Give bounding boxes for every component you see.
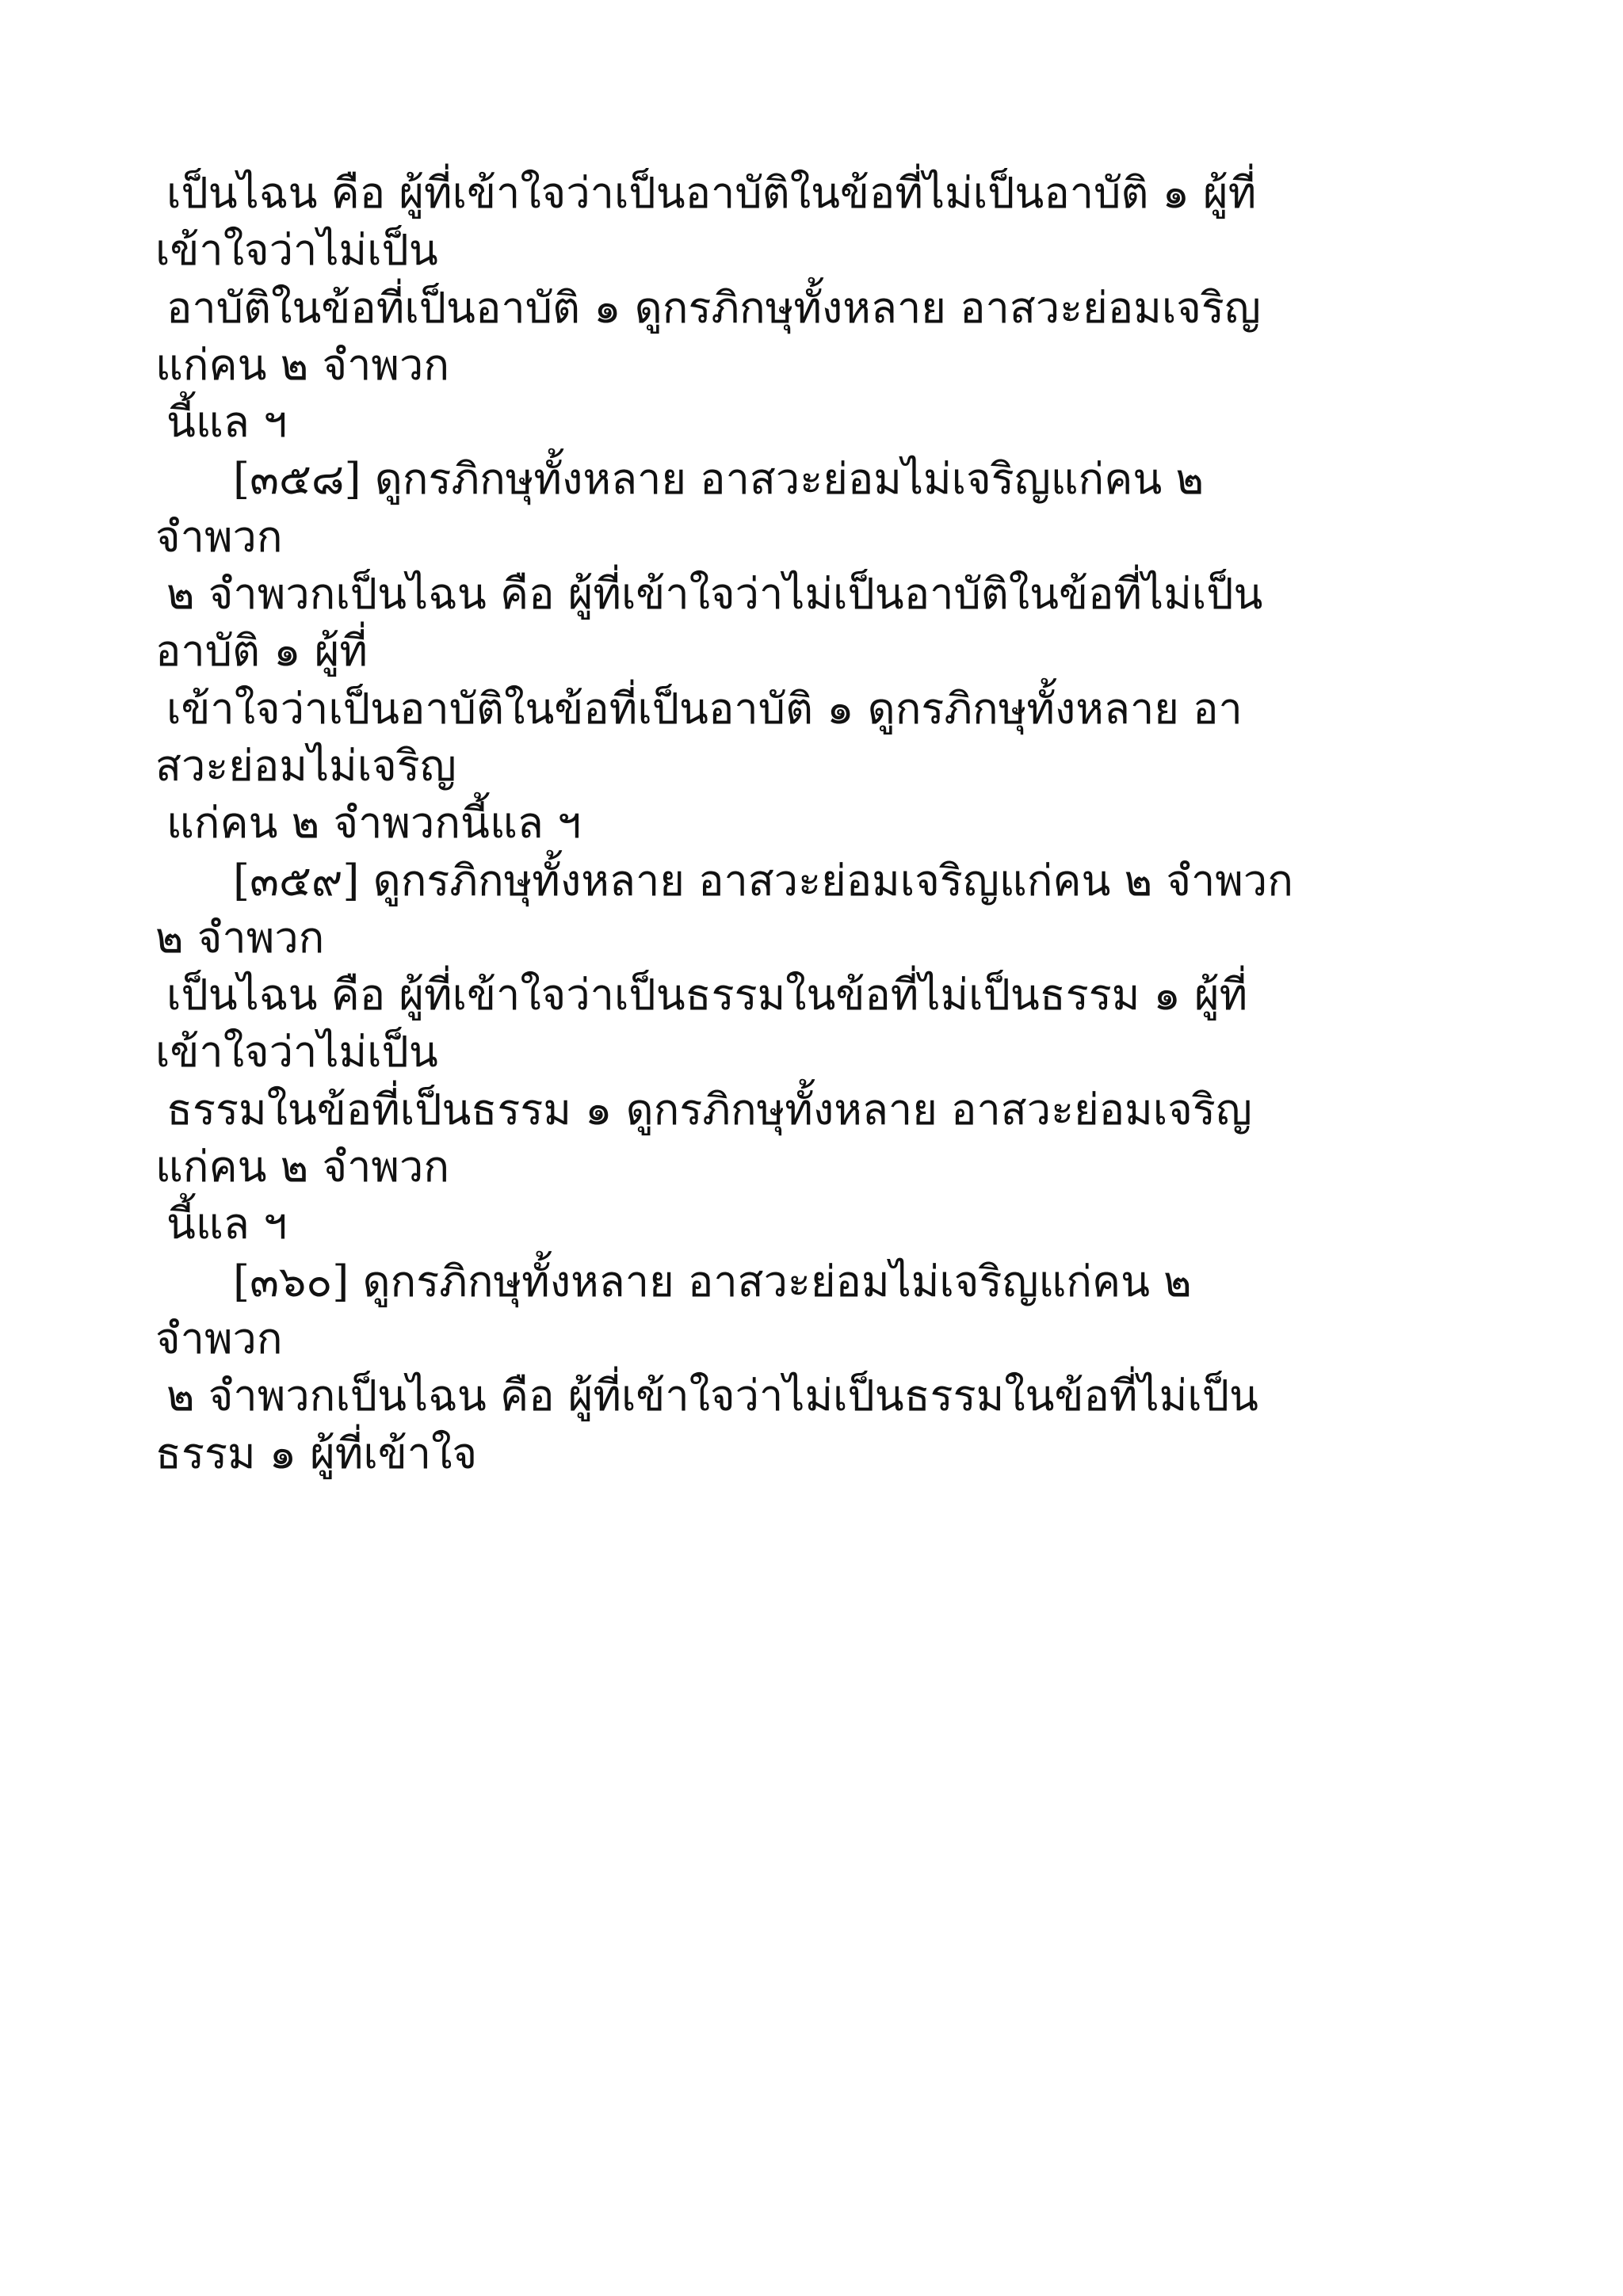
text-line: ๒ จำพวกเป็นไฉน คือ ผู้ที่เข้าใจว่าไม่เป็นธรรมในข้อที่ไม่เป็น — [166, 1371, 1258, 1421]
text-line: ๒ จำพวก — [155, 912, 325, 963]
text-line: แก่คน ๒ จำพวก — [155, 1142, 450, 1192]
text-line: สวะย่อมไม่เจริญ — [155, 740, 456, 791]
text-line: เข้าใจว่าไม่เป็น — [155, 1027, 438, 1077]
text-line: แก่คน ๒ จำพวกนี้แล ฯ — [166, 798, 582, 849]
text-line: อาบัติในข้อที่เป็นอาบัติ ๑ ดูกรภิกษุทั้งหลาย อาสวะย่อมเจริญ — [166, 282, 1261, 333]
section-heading-360: [๓๖๐] ดูกรภิกษุทั้งหลาย อาสวะย่อมไม่เจริญแก่คน ๒ — [233, 1256, 1192, 1306]
text-line: ธรรม ๑ ผู้ที่เข้าใจ — [155, 1428, 478, 1478]
text-line: แก่คน ๒ จำพวก — [155, 339, 450, 390]
body-text — [155, 165, 1503, 1482]
section-heading-359: [๓๕๙] ดูกรภิกษุทั้งหลาย อาสวะย่อมเจริญแก่คน ๒ จำพวก — [233, 855, 1293, 906]
text-line: เป็นไฉน คือ ผู้ที่เข้าใจว่าเป็นธรรมในข้อที่ไม่เป็นธรรม ๑ ผู้ที่ — [166, 970, 1248, 1020]
section-heading-358: [๓๕๘] ดูกรภิกษุทั้งหลาย อาสวะย่อมไม่เจริญแก่คน ๒ — [233, 454, 1205, 505]
text-line: เป็นไฉน คือ ผู้ที่เข้าใจว่าเป็นอาบัติในข้อที่ไม่เป็นอาบัติ ๑ ผู้ที่ — [166, 168, 1257, 218]
text-line: จำพวก — [155, 511, 283, 562]
text-line: จำพวก — [155, 1313, 283, 1363]
text-line: เข้าใจว่าเป็นอาบัติในข้อที่เป็นอาบัติ ๑ ดูกรภิกษุทั้งหลาย อา — [166, 683, 1243, 734]
text-line: ๒ จำพวกเป็นไฉน คือ ผู้ที่เข้าใจว่าไม่เป็นอาบัติในข้อที่ไม่เป็น — [166, 569, 1263, 620]
text-line: นี้แล ฯ — [166, 397, 288, 448]
text-line: อาบัติ ๑ ผู้ที่ — [155, 626, 368, 677]
text-line: ธรรมในข้อที่เป็นธรรม ๑ ดูกรภิกษุทั้งหลาย อาสวะย่อมเจริญ — [166, 1084, 1252, 1135]
text-line: เข้าใจว่าไม่เป็น — [155, 225, 438, 276]
text-line: นี้แล ฯ — [166, 1199, 288, 1249]
